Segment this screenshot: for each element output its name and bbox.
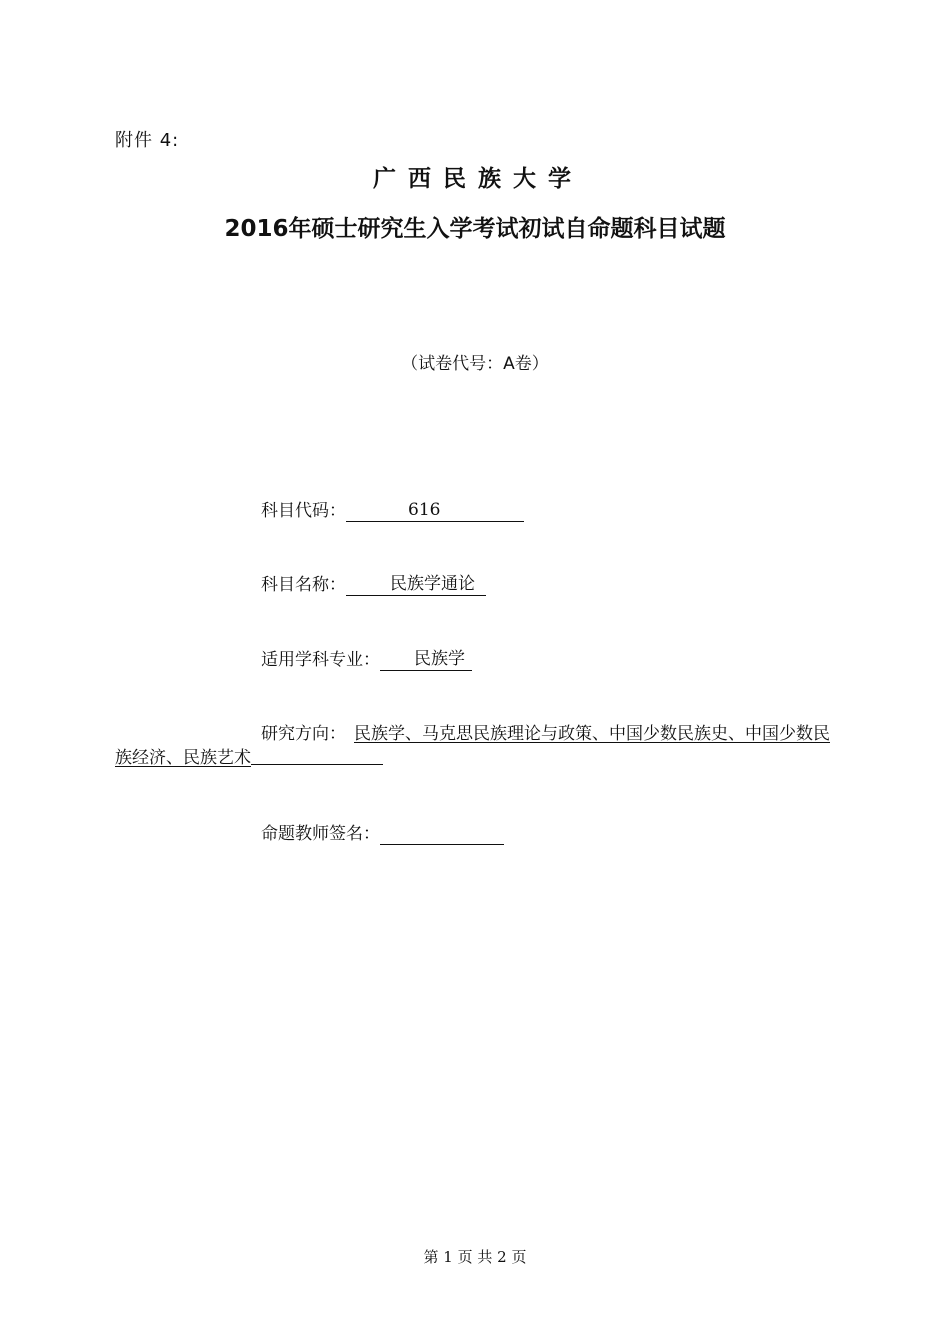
research-direction-value: 民族学、马克思民族理论与政策、中国少数民族史、中国少数民族经济、民族艺术 <box>115 724 830 768</box>
subject-code-value: 616 <box>408 500 441 520</box>
university-name: 广西民族大学 <box>373 166 583 192</box>
major-label: 适用学科专业： <box>261 650 380 670</box>
subject-code-label: 科目代码： <box>261 501 346 521</box>
teacher-signature-blank <box>380 822 504 845</box>
subject-name-blank <box>346 573 486 596</box>
paper-code: （试卷代号：A卷） <box>401 354 549 374</box>
attachment-label: 附件 4: <box>115 130 180 151</box>
major-blank <box>380 648 472 671</box>
subject-name-label: 科目名称： <box>261 575 346 595</box>
teacher-signature-label: 命题教师签名： <box>261 824 380 844</box>
research-direction-row <box>115 722 845 770</box>
page-footer: 第 1 页 共 2 页 <box>423 1248 527 1266</box>
teacher-signature-row <box>261 822 504 846</box>
research-direction-label: 研究方向： <box>261 724 346 744</box>
exam-title: 2016年硕士研究生入学考试初试自命题科目试题 <box>224 216 726 242</box>
subject-code-blank <box>346 499 524 522</box>
major-row <box>261 648 472 672</box>
subject-code-row <box>261 499 524 523</box>
major-value: 民族学 <box>414 649 465 669</box>
subject-name-value: 民族学通论 <box>390 574 475 594</box>
subject-name-row <box>261 573 486 597</box>
